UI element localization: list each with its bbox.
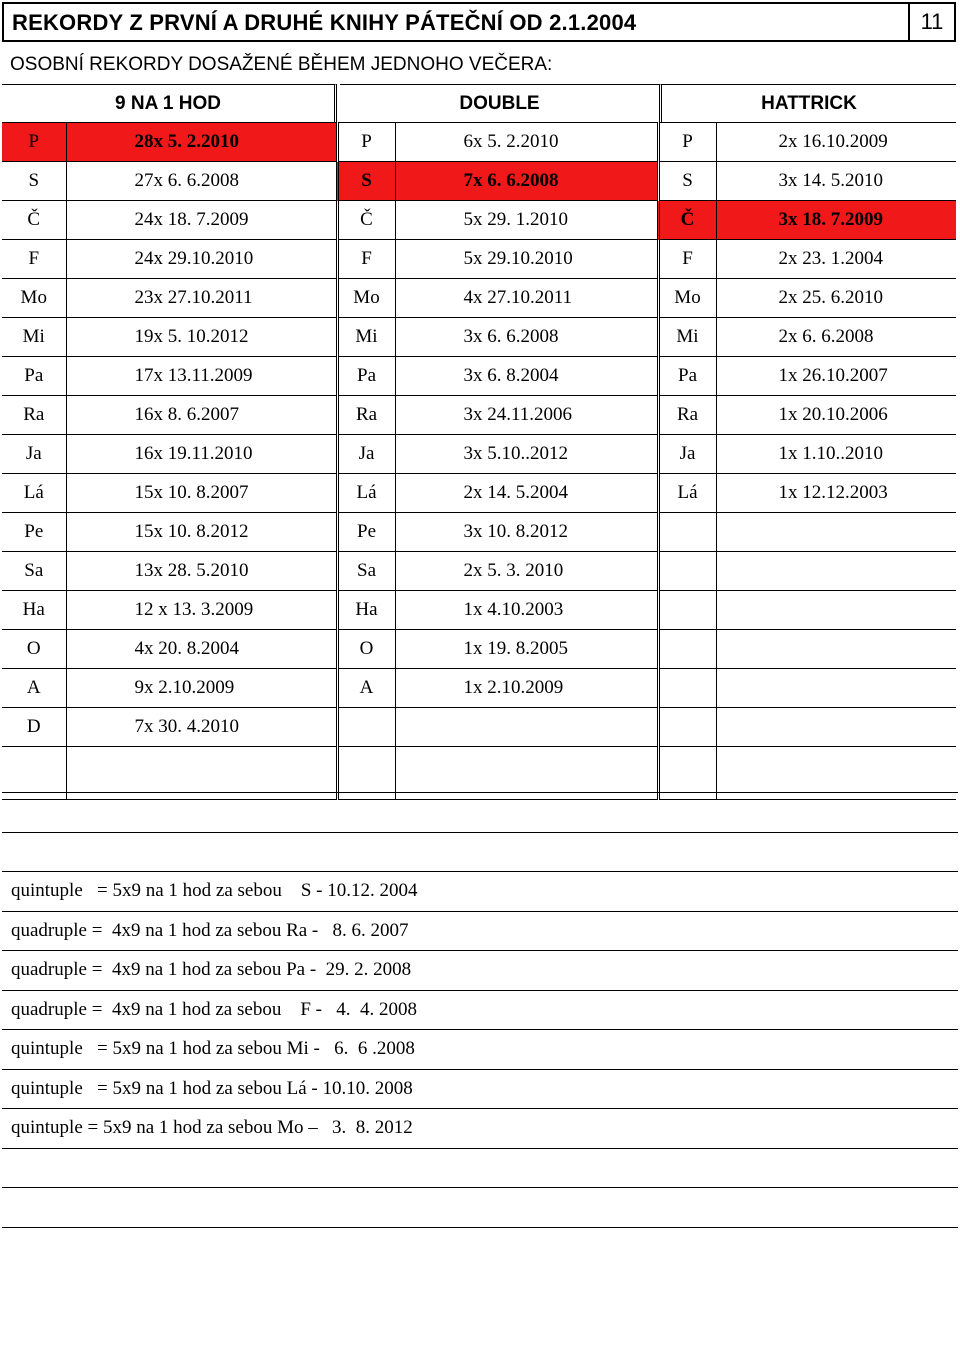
record-hattrick: [716, 669, 956, 708]
player-nine: S: [2, 162, 66, 201]
note-line: quintuple = 5x9 na 1 hod za sebou Lá - 10.10. 2008: [2, 1069, 958, 1109]
note-line: [2, 1187, 958, 1227]
player-hattrick: P: [658, 123, 716, 162]
player-double: Ra: [337, 396, 395, 435]
player-nine: Ja: [2, 435, 66, 474]
record-hattrick: 2x 6. 6.2008: [716, 318, 956, 357]
player-double: Ja: [337, 435, 395, 474]
player-double: Mo: [337, 279, 395, 318]
page-title: REKORDY Z PRVNÍ A DRUHÉ KNIHY PÁTEČNÍ OD 2.1.2004: [12, 10, 637, 35]
column-header-nine: 9 NA 1 HOD: [2, 84, 337, 122]
record-double: 3x 24.11.2006: [395, 396, 658, 435]
table-row: [2, 240, 956, 279]
note-line: quintuple = 5x9 na 1 hod za sebou S - 10.12. 2004: [2, 871, 958, 911]
record-hattrick: [716, 591, 956, 630]
player-double: F: [337, 240, 395, 279]
table-row: [2, 201, 956, 240]
player-nine: D: [2, 708, 66, 747]
table-row: [2, 123, 956, 162]
records-table: [2, 122, 956, 800]
record-double: [395, 708, 658, 747]
page-number: 11: [908, 4, 954, 40]
table-row: [2, 162, 956, 201]
player-hattrick: [658, 630, 716, 669]
table-row: [2, 279, 956, 318]
column-header-hattrick: HATTRICK: [662, 84, 956, 122]
player-hattrick: [658, 513, 716, 552]
player-hattrick: Ja: [658, 435, 716, 474]
table-row: [2, 318, 956, 357]
player-hattrick: F: [658, 240, 716, 279]
record-double: 5x 29.10.2010: [395, 240, 658, 279]
player-nine: Pa: [2, 357, 66, 396]
player-nine: Č: [2, 201, 66, 240]
player-nine: Pe: [2, 513, 66, 552]
player-double: [337, 708, 395, 747]
note-line: [2, 792, 958, 832]
player-hattrick: [658, 708, 716, 747]
note-line: quintuple = 5x9 na 1 hod za sebou Mo – 3. 8. 2012: [2, 1108, 958, 1148]
record-double: 2x 14. 5.2004: [395, 474, 658, 513]
record-double: 3x 5.10..2012: [395, 435, 658, 474]
record-nine: 17x 13.11.2009: [66, 357, 337, 396]
record-nine: 12 x 13. 3.2009: [66, 591, 337, 630]
player-double: S: [337, 162, 395, 201]
record-hattrick: 1x 12.12.2003: [716, 474, 956, 513]
record-hattrick: 2x 25. 6.2010: [716, 279, 956, 318]
player-hattrick: Č: [658, 201, 716, 240]
record-nine: 28x 5. 2.2010: [66, 123, 337, 162]
record-nine: 4x 20. 8.2004: [66, 630, 337, 669]
player-hattrick: [658, 552, 716, 591]
record-double: 3x 6. 8.2004: [395, 357, 658, 396]
player-nine: Ha: [2, 591, 66, 630]
record-nine: 15x 10. 8.2007: [66, 474, 337, 513]
player-double: Ha: [337, 591, 395, 630]
player-nine: Lá: [2, 474, 66, 513]
record-hattrick: [716, 630, 956, 669]
table-row: [2, 708, 956, 747]
notes-list: [2, 792, 958, 1266]
record-double: 3x 10. 8.2012: [395, 513, 658, 552]
table-row: [2, 357, 956, 396]
section-subtitle: OSOBNÍ REKORDY DOSAŽENÉ BĚHEM JEDNOHO VEČERA:: [10, 54, 553, 75]
record-hattrick: 1x 26.10.2007: [716, 357, 956, 396]
record-nine: 24x 18. 7.2009: [66, 201, 337, 240]
player-double: Pa: [337, 357, 395, 396]
note-line: quintuple = 5x9 na 1 hod za sebou Mi - 6. 6 .2008: [2, 1029, 958, 1069]
player-double: Č: [337, 201, 395, 240]
record-hattrick: 1x 20.10.2006: [716, 396, 956, 435]
record-nine: 9x 2.10.2009: [66, 669, 337, 708]
record-nine: 16x 8. 6.2007: [66, 396, 337, 435]
record-hattrick: [716, 513, 956, 552]
record-nine: 27x 6. 6.2008: [66, 162, 337, 201]
record-nine: 7x 30. 4.2010: [66, 708, 337, 747]
player-double: Mi: [337, 318, 395, 357]
record-double: 1x 4.10.2003: [395, 591, 658, 630]
note-line: quadruple = 4x9 na 1 hod za sebou F - 4. 4. 2008: [2, 990, 958, 1030]
record-double: 6x 5. 2.2010: [395, 123, 658, 162]
player-nine: Sa: [2, 552, 66, 591]
note-line: [2, 832, 958, 872]
record-nine: 16x 19.11.2010: [66, 435, 337, 474]
player-nine: Mo: [2, 279, 66, 318]
record-double: 7x 6. 6.2008: [395, 162, 658, 201]
player-nine: A: [2, 669, 66, 708]
record-hattrick: 2x 23. 1.2004: [716, 240, 956, 279]
table-row: [2, 630, 956, 669]
player-double: Sa: [337, 552, 395, 591]
record-double: 5x 29. 1.2010: [395, 201, 658, 240]
player-nine: Mi: [2, 318, 66, 357]
player-nine: O: [2, 630, 66, 669]
record-double: 1x 2.10.2009: [395, 669, 658, 708]
record-hattrick: 2x 16.10.2009: [716, 123, 956, 162]
player-hattrick: Mi: [658, 318, 716, 357]
player-nine: Ra: [2, 396, 66, 435]
records-sheet: [2, 2, 958, 1345]
record-nine: 13x 28. 5.2010: [66, 552, 337, 591]
player-double: Lá: [337, 474, 395, 513]
record-double: 2x 5. 3. 2010: [395, 552, 658, 591]
table-row: [2, 513, 956, 552]
table-row: [2, 591, 956, 630]
record-hattrick: 3x 18. 7.2009: [716, 201, 956, 240]
note-line: [2, 1148, 958, 1188]
record-hattrick: [716, 552, 956, 591]
record-nine: 23x 27.10.2011: [66, 279, 337, 318]
player-double: A: [337, 669, 395, 708]
record-hattrick: 1x 1.10..2010: [716, 435, 956, 474]
player-double: P: [337, 123, 395, 162]
title-row: [2, 2, 956, 42]
record-double: 4x 27.10.2011: [395, 279, 658, 318]
player-hattrick: Pa: [658, 357, 716, 396]
record-nine: 19x 5. 10.2012: [66, 318, 337, 357]
record-double: 1x 19. 8.2005: [395, 630, 658, 669]
record-hattrick: [716, 708, 956, 747]
player-double: Pe: [337, 513, 395, 552]
record-double: 3x 6. 6.2008: [395, 318, 658, 357]
note-line: quadruple = 4x9 na 1 hod za sebou Ra - 8. 6. 2007: [2, 911, 958, 951]
player-nine: P: [2, 123, 66, 162]
table-row: [2, 474, 956, 513]
player-double: O: [337, 630, 395, 669]
table-row: [2, 396, 956, 435]
player-nine: F: [2, 240, 66, 279]
note-line: quadruple = 4x9 na 1 hod za sebou Pa - 29. 2. 2008: [2, 950, 958, 990]
column-header-double: DOUBLE: [340, 84, 662, 122]
record-nine: 24x 29.10.2010: [66, 240, 337, 279]
record-nine: 15x 10. 8.2012: [66, 513, 337, 552]
player-hattrick: Lá: [658, 474, 716, 513]
record-hattrick: 3x 14. 5.2010: [716, 162, 956, 201]
player-hattrick: Ra: [658, 396, 716, 435]
player-hattrick: [658, 591, 716, 630]
note-line: [2, 1227, 958, 1267]
table-row: [2, 669, 956, 708]
player-hattrick: S: [658, 162, 716, 201]
table-row: [2, 435, 956, 474]
player-hattrick: Mo: [658, 279, 716, 318]
table-row: [2, 552, 956, 591]
player-hattrick: [658, 669, 716, 708]
